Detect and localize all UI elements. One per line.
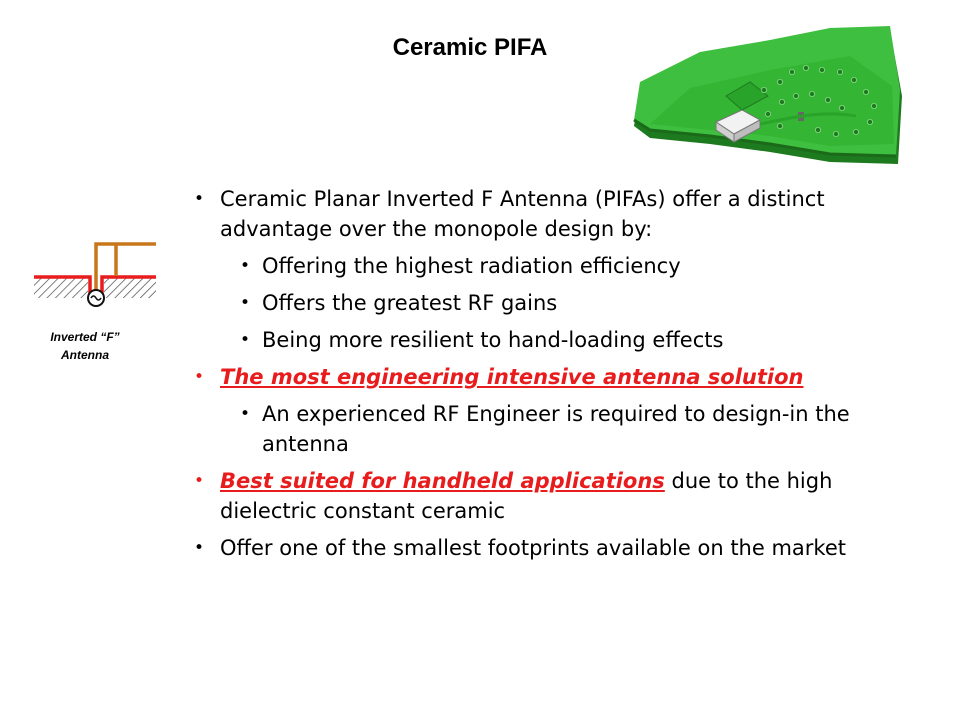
diagram-caption-line-2: Antenna [61, 348, 109, 362]
bullet-text: due to the high dielectric constant ceramic [220, 469, 833, 523]
bullet-item [190, 251, 870, 281]
diagram-caption-line-1: Inverted “F” [50, 330, 120, 344]
bullet-dot-icon: • [194, 367, 205, 387]
bullet-text: An experienced RF Engineer is required to design-in the antenna [262, 402, 850, 456]
bullet-item [190, 184, 870, 244]
bullet-item [190, 325, 870, 355]
bullet-item [190, 399, 870, 459]
bullet-dot-icon: • [194, 471, 205, 491]
bullet-dot-icon: • [240, 256, 251, 276]
bullet-dot-icon: • [240, 330, 251, 350]
bullet-text: Ceramic Planar Inverted F Antenna (PIFAs) offer a distinct advantage over the monopole design by: [220, 187, 825, 241]
bullet-item [190, 466, 870, 526]
bullet-dot-icon: • [194, 189, 205, 209]
slide-title: Ceramic PIFA [392, 34, 548, 61]
bullet-emphasis: The most engineering intensive antenna solution [220, 365, 804, 389]
bullet-list [190, 184, 870, 570]
bullet-dot-icon: • [240, 404, 251, 424]
bullet-text: Offering the highest radiation efficiency [262, 254, 681, 278]
bullet-item [190, 362, 870, 392]
pcb-render-image [630, 26, 906, 172]
bullet-item [190, 288, 870, 318]
bullet-item [190, 533, 870, 563]
diagram-caption [30, 328, 140, 364]
bullet-dot-icon: • [240, 293, 251, 313]
bullet-emphasis: Best suited for handheld applications [220, 469, 665, 493]
bullet-dot-icon: • [194, 538, 205, 558]
inverted-f-antenna-diagram [30, 238, 160, 318]
bullet-text: Offers the greatest RF gains [262, 291, 558, 315]
bullet-text: Offer one of the smallest footprints available on the market [220, 536, 846, 560]
bullet-text: Being more resilient to hand-loading effects [262, 328, 724, 352]
